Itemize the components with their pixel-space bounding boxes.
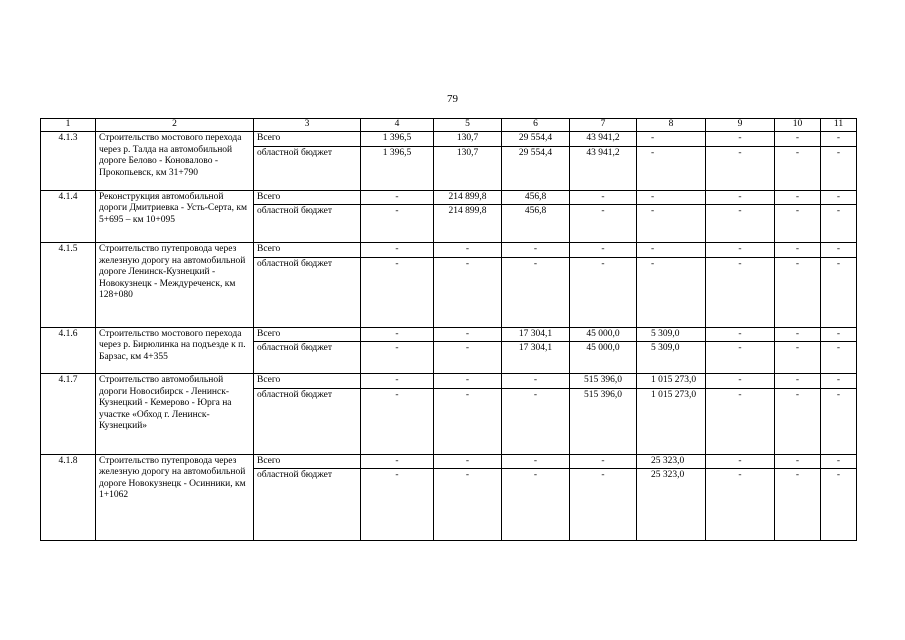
header-cell: 9 (706, 119, 775, 132)
amount-cell: - (821, 190, 857, 205)
item-description: Строительство путепровода через железную дорогу на автомобильной дороге Ленинск-Кузнецкий - Новокузнецк - Междуреченск, км 128+080 (96, 243, 254, 328)
amount-cell: 45 000,0 (570, 327, 637, 342)
amount-cell: - (361, 388, 434, 454)
amount-cell: - (361, 205, 434, 243)
amount-cell: - (361, 327, 434, 342)
amount-cell: - (434, 469, 502, 541)
amount-cell: - (570, 205, 637, 243)
amount-cell: - (361, 243, 434, 258)
amount-cell: 25 323,0 (637, 469, 706, 541)
item-description: Строительство мостового перехода через р. Талда на автомобильной дороге Белово - Коновалово - Прокопьевск, км 31+790 (96, 132, 254, 191)
amount-cell: - (361, 257, 434, 327)
amount-cell: - (361, 342, 434, 374)
amount-cell: - (775, 146, 821, 190)
header-cell: 5 (434, 119, 502, 132)
amount-cell: - (775, 342, 821, 374)
amount-cell: - (706, 132, 775, 147)
amount-cell: - (821, 454, 857, 469)
column-number-header-row (41, 119, 857, 132)
amount-cell: - (821, 257, 857, 327)
amount-cell: 456,8 (502, 190, 570, 205)
funding-source: областной бюджет (254, 205, 361, 243)
item-code: 4.1.3 (41, 132, 96, 191)
amount-cell: 515 396,0 (570, 374, 637, 389)
amount-cell: 17 304,1 (502, 342, 570, 374)
amount-cell: - (706, 190, 775, 205)
amount-cell: - (637, 190, 706, 205)
amount-cell: 45 000,0 (570, 342, 637, 374)
funding-source: Всего (254, 454, 361, 469)
amount-cell: 29 554,4 (502, 146, 570, 190)
amount-cell: - (821, 374, 857, 389)
amount-cell: - (821, 469, 857, 541)
amount-cell: 515 396,0 (570, 388, 637, 454)
amount-cell: 43 941,2 (570, 146, 637, 190)
amount-cell: 214 899,8 (434, 190, 502, 205)
amount-cell: - (706, 205, 775, 243)
amount-cell: 5 309,0 (637, 342, 706, 374)
amount-cell: - (434, 454, 502, 469)
funding-source: областной бюджет (254, 469, 361, 541)
amount-cell: - (502, 454, 570, 469)
page-number: 79 (447, 93, 458, 105)
amount-cell: - (775, 190, 821, 205)
amount-cell: - (775, 257, 821, 327)
amount-cell: - (706, 243, 775, 258)
table-row (41, 374, 857, 389)
amount-cell: 1 396,5 (361, 146, 434, 190)
table-row (41, 327, 857, 342)
item-code: 4.1.5 (41, 243, 96, 328)
amount-cell: - (361, 190, 434, 205)
amount-cell: - (706, 469, 775, 541)
amount-cell: - (502, 257, 570, 327)
amount-cell: - (775, 469, 821, 541)
amount-cell: - (775, 327, 821, 342)
funding-source: Всего (254, 374, 361, 389)
amount-cell: - (434, 257, 502, 327)
amount-cell: - (706, 374, 775, 389)
header-cell: 11 (821, 119, 857, 132)
table-body (41, 119, 857, 541)
amount-cell: - (821, 342, 857, 374)
amount-cell: - (706, 257, 775, 327)
amount-cell: - (570, 469, 637, 541)
amount-cell: - (434, 243, 502, 258)
item-code: 4.1.6 (41, 327, 96, 374)
amount-cell: 17 304,1 (502, 327, 570, 342)
header-cell: 3 (254, 119, 361, 132)
amount-cell: - (775, 132, 821, 147)
amount-cell: - (570, 454, 637, 469)
amount-cell: - (637, 257, 706, 327)
amount-cell: 43 941,2 (570, 132, 637, 147)
amount-cell: 130,7 (434, 146, 502, 190)
header-cell: 1 (41, 119, 96, 132)
item-description: Строительство мостового перехода через р. Бирюлинка на подъезде к п. Барзас, км 4+355 (96, 327, 254, 374)
amount-cell: - (821, 327, 857, 342)
amount-cell: - (637, 243, 706, 258)
amount-cell: - (570, 190, 637, 205)
item-code: 4.1.4 (41, 190, 96, 243)
funding-source: Всего (254, 327, 361, 342)
funding-source: областной бюджет (254, 257, 361, 327)
amount-cell: 1 015 273,0 (637, 388, 706, 454)
funding-source: областной бюджет (254, 388, 361, 454)
header-cell: 8 (637, 119, 706, 132)
amount-cell: - (434, 388, 502, 454)
header-cell: 2 (96, 119, 254, 132)
amount-cell: - (502, 243, 570, 258)
program-table (40, 118, 857, 541)
amount-cell: - (775, 374, 821, 389)
amount-cell: - (775, 388, 821, 454)
amount-cell: - (821, 243, 857, 258)
header-cell: 7 (570, 119, 637, 132)
amount-cell: - (775, 243, 821, 258)
amount-cell: 29 554,4 (502, 132, 570, 147)
amount-cell: - (502, 469, 570, 541)
item-description: Реконструкция автомобильной дороги Дмитриевка - Усть-Серта, км 5+695 – км 10+095 (96, 190, 254, 243)
amount-cell: - (502, 374, 570, 389)
amount-cell: - (361, 454, 434, 469)
amount-cell: - (570, 243, 637, 258)
funding-source: Всего (254, 243, 361, 258)
amount-cell: - (821, 146, 857, 190)
table-row (41, 132, 857, 147)
header-cell: 10 (775, 119, 821, 132)
item-code: 4.1.8 (41, 454, 96, 541)
table-row (41, 190, 857, 205)
amount-cell: 5 309,0 (637, 327, 706, 342)
funding-source: областной бюджет (254, 146, 361, 190)
header-cell: 6 (502, 119, 570, 132)
amount-cell: - (775, 205, 821, 243)
funding-source: Всего (254, 132, 361, 147)
table-row (41, 243, 857, 258)
amount-cell: - (637, 132, 706, 147)
amount-cell: - (434, 327, 502, 342)
amount-cell: - (775, 454, 821, 469)
table-row (41, 454, 857, 469)
item-code: 4.1.7 (41, 374, 96, 455)
amount-cell: - (434, 342, 502, 374)
amount-cell: - (706, 146, 775, 190)
amount-cell: - (434, 374, 502, 389)
amount-cell: 25 323,0 (637, 454, 706, 469)
amount-cell: - (637, 205, 706, 243)
amount-cell: - (821, 205, 857, 243)
amount-cell: - (361, 469, 434, 541)
amount-cell: - (821, 388, 857, 454)
amount-cell: - (706, 454, 775, 469)
amount-cell: 1 015 273,0 (637, 374, 706, 389)
funding-source: областной бюджет (254, 342, 361, 374)
amount-cell: 456,8 (502, 205, 570, 243)
amount-cell: 1 396,5 (361, 132, 434, 147)
header-cell: 4 (361, 119, 434, 132)
item-description: Строительство автомобильной дороги Новосибирск - Ленинск-Кузнецкий - Кемерово - Юрга на участке «Обход г. Ленинск-Кузнецкий» (96, 374, 254, 455)
amount-cell: - (706, 327, 775, 342)
amount-cell: 214 899,8 (434, 205, 502, 243)
funding-source: Всего (254, 190, 361, 205)
amount-cell: - (570, 257, 637, 327)
amount-cell: - (821, 132, 857, 147)
item-description: Строительство путепровода через железную дорогу на автомобильной дороге Новокузнецк - Осинники, км 1+1062 (96, 454, 254, 541)
amount-cell: - (502, 388, 570, 454)
amount-cell: - (637, 146, 706, 190)
amount-cell: - (361, 374, 434, 389)
amount-cell: - (706, 388, 775, 454)
amount-cell: - (706, 342, 775, 374)
amount-cell: 130,7 (434, 132, 502, 147)
